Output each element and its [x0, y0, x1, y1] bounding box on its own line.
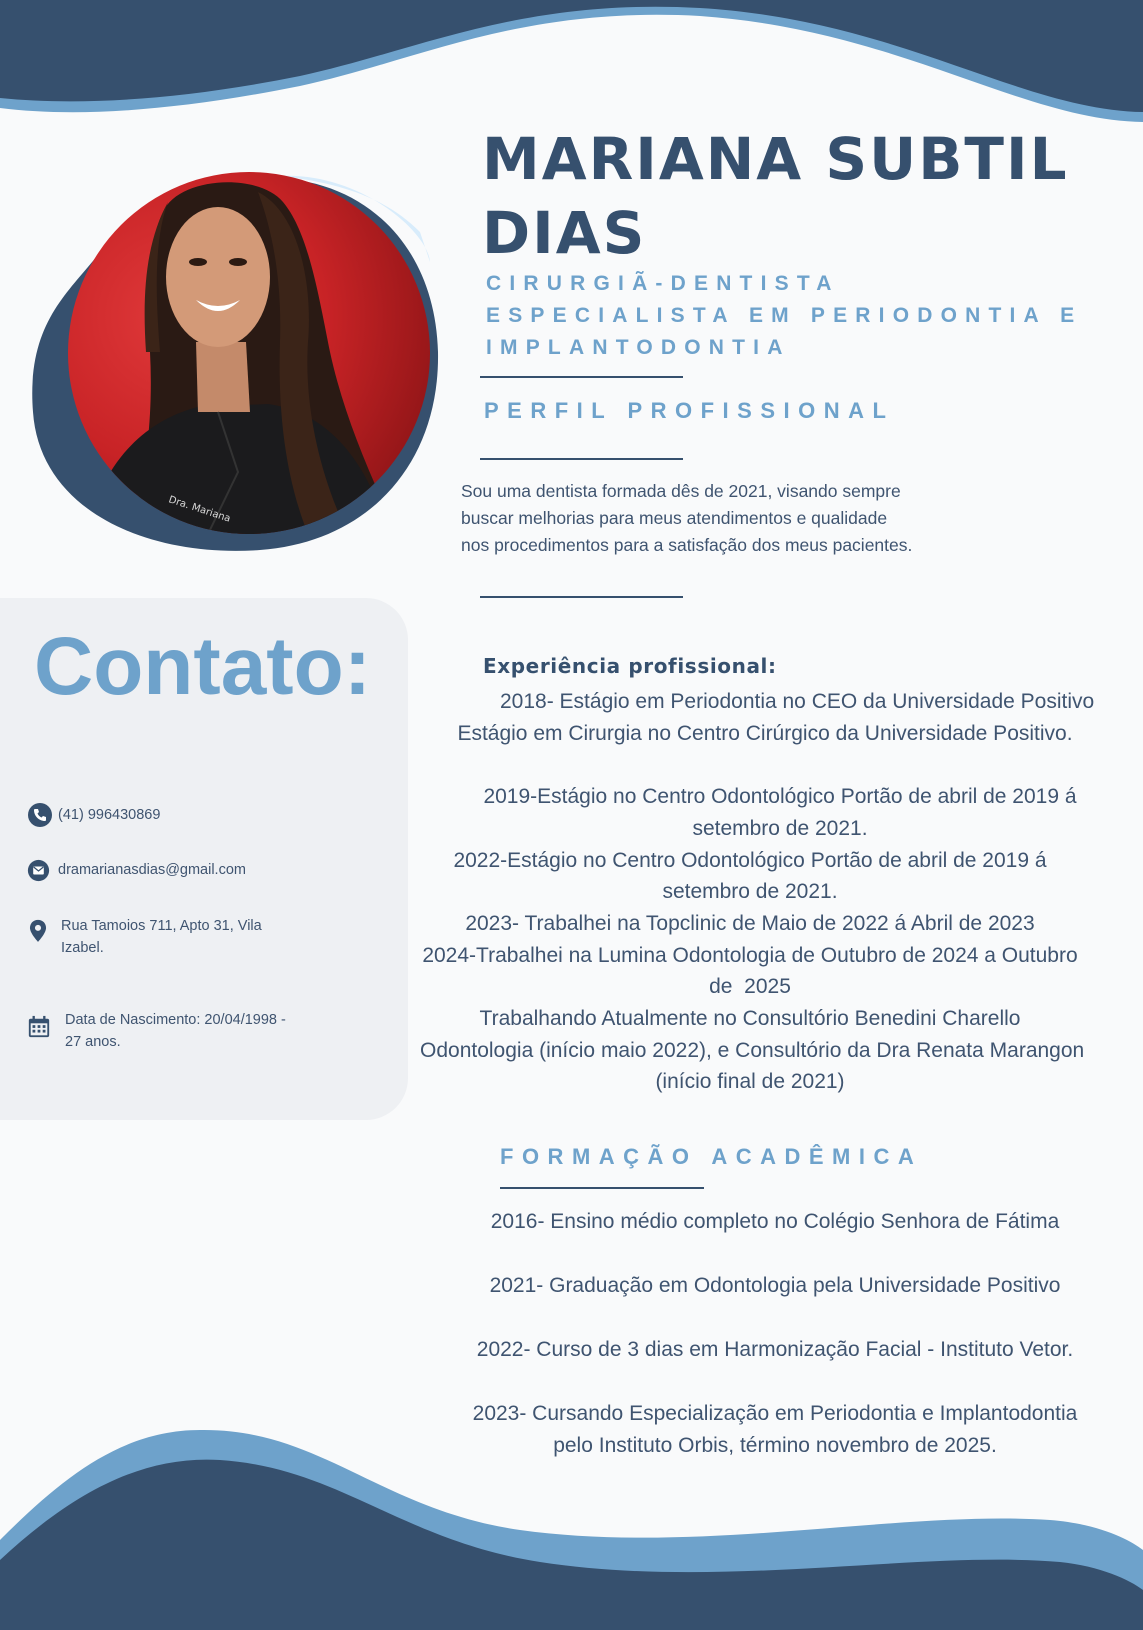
- experience-line: setembro de 2021.: [662, 880, 838, 904]
- education-heading: FORMAÇÃO ACADÊMICA: [500, 1144, 923, 1169]
- experience-line: 2023- Trabalhei na Topclinic de Maio de 2022 á Abril de 2023: [465, 911, 1035, 935]
- job-title-line-1: CIRURGIÃ-DENTISTA: [486, 272, 840, 295]
- education-line: [430, 1366, 1120, 1398]
- education-line: 2023- Cursando Especialização em Periodontia e Implantodontia: [472, 1402, 1078, 1425]
- profile-summary: [461, 478, 941, 559]
- experience-line: 2019-Estágio no Centro Odontológico Portão de abril de 2019 á: [483, 785, 1077, 809]
- profile-line: Sou uma dentista formada dês de 2021, visando sempre: [461, 481, 901, 501]
- education-line: pelo Instituto Orbis, término novembro de 2025.: [553, 1434, 997, 1457]
- job-title-line-3: IMPLANTODONTIA: [486, 336, 791, 359]
- phone-icon: [27, 802, 53, 828]
- address-text: [61, 915, 262, 959]
- education-line: [430, 1302, 1120, 1334]
- address-line-1: Rua Tamoios 711, Apto 31, Vila: [61, 918, 262, 934]
- experience-line: [420, 749, 1100, 781]
- experience-line: setembro de 2021.: [692, 816, 868, 840]
- experience-line: 2022-Estágio no Centro Odontológico Portão de abril de 2019 á: [453, 848, 1047, 872]
- person-name: [482, 122, 1082, 270]
- job-title: [486, 268, 1106, 364]
- profile-line: buscar melhorias para meus atendimentos e qualidade: [461, 508, 888, 528]
- education-list: [430, 1206, 1120, 1462]
- name-line-1: MARIANA SUBTIL: [482, 125, 1069, 193]
- email-address: dramarianasdias@gmail.com: [58, 862, 246, 878]
- jacket-name-text: Dra. Mariana: [167, 494, 232, 525]
- experience-line: de 2025: [709, 975, 791, 999]
- divider: [500, 1187, 704, 1189]
- experience-heading: Experiência profissional:: [483, 654, 777, 678]
- education-line: 2016- Ensino médio completo no Colégio Senhora de Fátima: [490, 1210, 1060, 1233]
- top-wave-decoration: [0, 0, 1143, 140]
- profile-line: nos procedimentos para a satisfação dos meus pacientes.: [461, 535, 913, 555]
- birthdate-line-2: 27 anos.: [65, 1034, 121, 1050]
- profile-photo: [30, 172, 440, 552]
- phone-number: (41) 996430869: [58, 807, 161, 823]
- portrait-image: [68, 172, 430, 534]
- contact-address: [27, 915, 262, 959]
- mail-icon: [27, 859, 50, 882]
- experience-list: [420, 686, 1100, 1098]
- profile-heading: PERFIL PROFISSIONAL: [484, 398, 895, 423]
- experience-line: (início final de 2021): [655, 1070, 845, 1094]
- divider: [480, 376, 683, 378]
- contact-title: Contato:: [34, 621, 372, 712]
- education-line: [430, 1238, 1120, 1270]
- experience-line: 2018- Estágio em Periodontia no CEO da Universidade Positivo: [500, 690, 1095, 713]
- contact-email: [27, 859, 246, 882]
- location-pin-icon: [27, 915, 49, 945]
- education-line: 2022- Curso de 3 dias em Harmonização Facial - Instituto Vetor.: [476, 1338, 1074, 1361]
- experience-line: Trabalhando Atualmente no Consultório Benedini Charello: [479, 1007, 1021, 1031]
- birthdate-line-1: Data de Nascimento: 20/04/1998 -: [65, 1012, 286, 1028]
- contact-phone: [27, 802, 160, 828]
- calendar-icon: [27, 1015, 51, 1039]
- experience-line: 2024-Trabalhei na Lumina Odontologia de Outubro de 2024 a Outubro: [422, 943, 1078, 967]
- job-title-line-2: ESPECIALISTA EM PERIODONTIA E: [486, 304, 1083, 327]
- education-line: 2021- Graduação em Odontologia pela Universidade Positivo: [489, 1274, 1061, 1297]
- portrait-illustration: [68, 172, 430, 534]
- experience-line: Estágio em Cirurgia no Centro Cirúrgico da Universidade Positivo.: [457, 721, 1073, 745]
- name-line-2: DIAS: [482, 199, 647, 267]
- birthdate-text: [65, 1009, 286, 1053]
- divider: [480, 596, 683, 598]
- contact-birthdate: [27, 1009, 286, 1053]
- divider: [480, 458, 683, 460]
- address-line-2: Izabel.: [61, 940, 104, 956]
- experience-line: Odontologia (início maio 2022), e Consultório da Dra Renata Marangon: [420, 1038, 1085, 1062]
